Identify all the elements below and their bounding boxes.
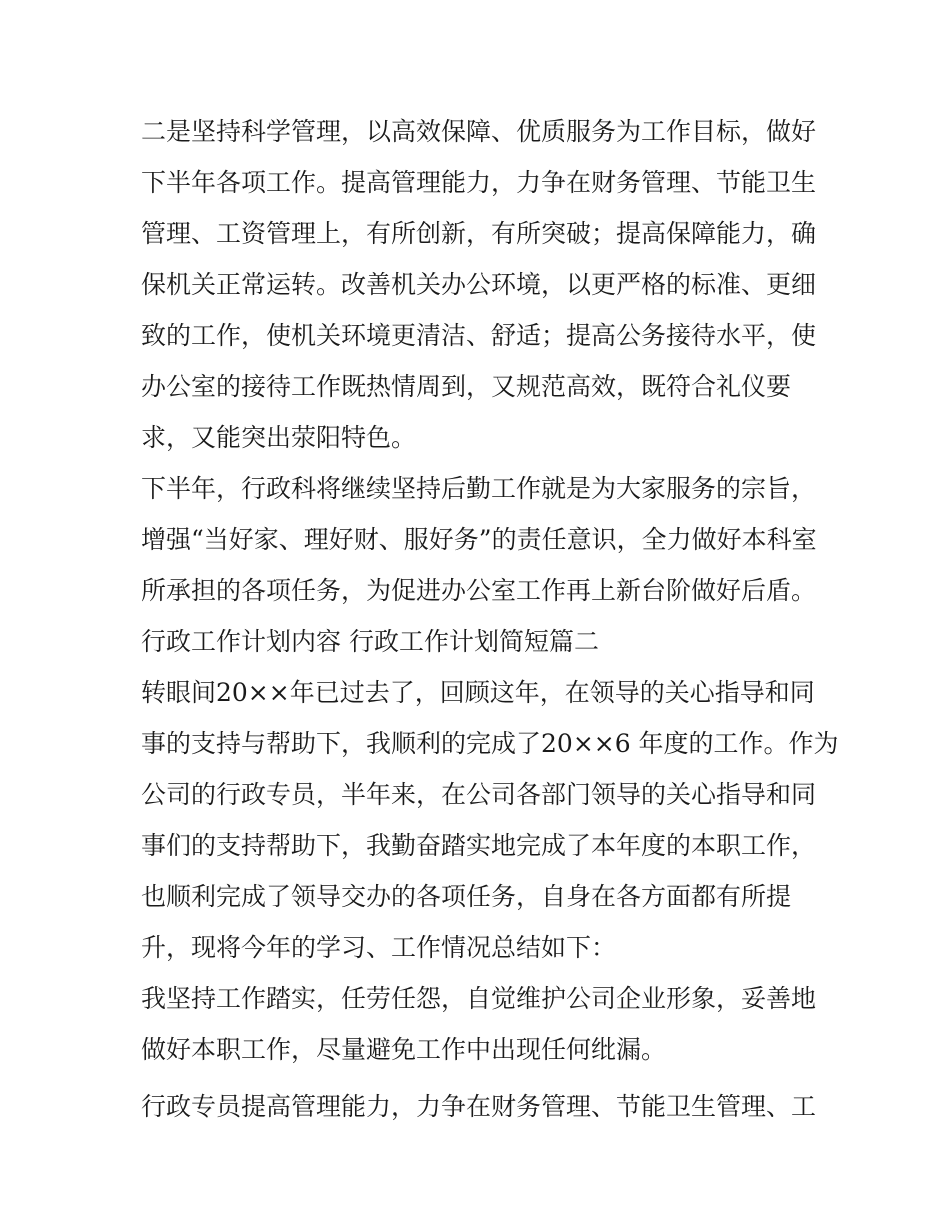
paragraph bbox=[141, 667, 839, 973]
paragraph bbox=[141, 973, 821, 1075]
text-line: 事的支持与帮助下，我顺利的完成了20××6 年度的工作。作为 bbox=[141, 729, 839, 758]
text-line: 二是坚持科学管理，以高效保障、优质服务为工作目标，做好 bbox=[141, 117, 817, 146]
text-line: 公司的行政专员，半年来，在公司各部门领导的关心指导和同 bbox=[141, 780, 817, 809]
paragraph bbox=[141, 463, 821, 616]
text-line: 升，现将今年的学习、工作情况总结如下： bbox=[141, 933, 617, 962]
text-line: 下半年各项工作。提高管理能力，力争在财务管理、节能卫生 bbox=[141, 168, 817, 197]
paragraph bbox=[141, 106, 821, 463]
text-line: 下半年，行政科将继续坚持后勤工作就是为大家服务的宗旨， bbox=[141, 474, 817, 503]
text-line: 转眼间20××年已过去了，回顾这年，在领导的关心指导和同 bbox=[141, 678, 815, 707]
document-body bbox=[141, 106, 839, 1132]
text-line: 办公室的接待工作既热情周到，又规范高效，既符合礼仪要 bbox=[141, 372, 792, 401]
text-line: 也顺利完成了领导交办的各项任务，自身在各方面都有所提 bbox=[141, 882, 792, 911]
text-line: 管理、工资管理上，有所创新，有所突破；提高保障能力，确 bbox=[141, 219, 817, 248]
text-line: 事们的支持帮助下，我勤奋踏实地完成了本年度的本职工作， bbox=[141, 831, 817, 860]
text-line: 做好本职工作，尽量避免工作中出现任何纰漏。 bbox=[141, 1035, 667, 1064]
text-line: 所承担的各项任务，为促进办公室工作再上新台阶做好后盾。 bbox=[141, 576, 817, 605]
paragraph bbox=[141, 1081, 821, 1132]
text-line: 保机关正常运转。改善机关办公环境，以更严格的标准、更细 bbox=[141, 270, 817, 299]
text-line: 致的工作，使机关环境更清洁、舒适；提高公务接待水平，使 bbox=[141, 321, 817, 350]
text-line: 行政专员提高管理能力，力争在财务管理、节能卫生管理、工 bbox=[141, 1092, 817, 1121]
text-line: 求，又能突出荥阳特色。 bbox=[141, 423, 417, 452]
heading-line: 行政工作计划内容 行政工作计划简短篇二 bbox=[141, 627, 599, 656]
text-line: 我坚持工作踏实，任劳任怨，自觉维护公司企业形象，妥善地 bbox=[141, 984, 817, 1013]
text-line: 增强“当好家、理好财、服好务”的责任意识，全力做好本科室 bbox=[141, 525, 817, 554]
section-heading bbox=[141, 616, 821, 667]
